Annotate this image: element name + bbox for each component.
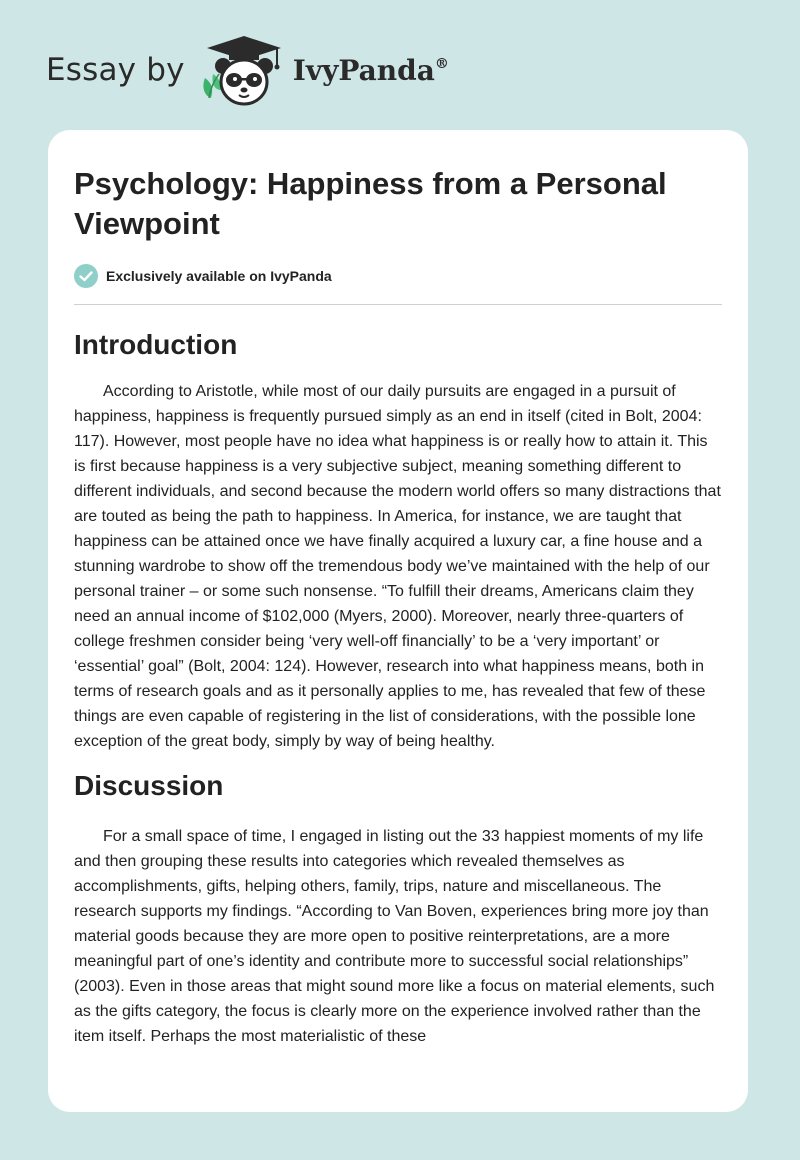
essay-by-label: Essay by bbox=[46, 52, 185, 88]
site-header bbox=[46, 30, 449, 110]
section-heading: Discussion bbox=[74, 770, 224, 801]
exclusive-badge bbox=[74, 264, 722, 288]
brand-name[interactable]: IvyPanda® bbox=[292, 53, 449, 87]
registered-mark: ® bbox=[434, 55, 449, 72]
section-heading: Introduction bbox=[74, 329, 238, 360]
exclusive-label: Exclusively available on IvyPanda bbox=[106, 268, 332, 284]
essay-card bbox=[48, 130, 748, 1112]
section-paragraph: For a small space of time, I engaged in listing out the 33 happiest moments of my life and then grouping these results into categories which revealed themselves as accomplishments, gifts, helping others, family, trips, nature and miscellaneous. The research supports my findings. “According to Van Boven, experiences bring more joy than material goods because they are more open to positive reinterpretations, are a more meaningful part of one’s identity and contribute more to successful social relationships” (2003). Even in those areas that might sound more like a focus on material elements, such as the gifts category, the focus is clearly more on the experience involved rather than the item itself. Perhaps the most materialistic of these bbox=[74, 828, 715, 1045]
section-discussion bbox=[74, 768, 722, 1049]
divider bbox=[74, 304, 722, 305]
section-introduction bbox=[74, 327, 722, 754]
page-title: Psychology: Happiness from a Personal Viewpoint bbox=[74, 166, 667, 241]
check-circle-icon bbox=[74, 264, 98, 288]
panda-graduation-cap-icon[interactable] bbox=[199, 30, 289, 110]
section-paragraph: According to Aristotle, while most of our daily pursuits are engaged in a pursuit of happiness, happiness is frequently pursued simply as an end in itself (cited in Bolt, 2004: 117). However, most people have no idea what happiness is or really how to attain it. This is first because happiness is a very subjective subject, meaning something different to different individuals, and second because the modern world offers so many distractions that are touted as being the path to happiness. In America, for instance, we are taught that happiness can be attained once we have finally acquired a luxury car, a fine house and a stunning wardrobe to show off the tremendous body we’ve maintained with the help of our personal trainer – or some such nonsense. “To fulfill their dreams, Americans claim they need an annual income of $102,000 (Myers, 2000). Moreover, nearly three-quarters of college freshmen consider being ‘very well-off financially’ to be a ‘very important’ or ‘essential’ goal” (Bolt, 2004: 124). However, research into what happiness means, both in terms of research goals and as it personally applies to me, has revealed that few of these things are even capable of registering in the list of considerations, with the possible lone exception of the great body, simply by way of being healthy. bbox=[74, 383, 721, 750]
